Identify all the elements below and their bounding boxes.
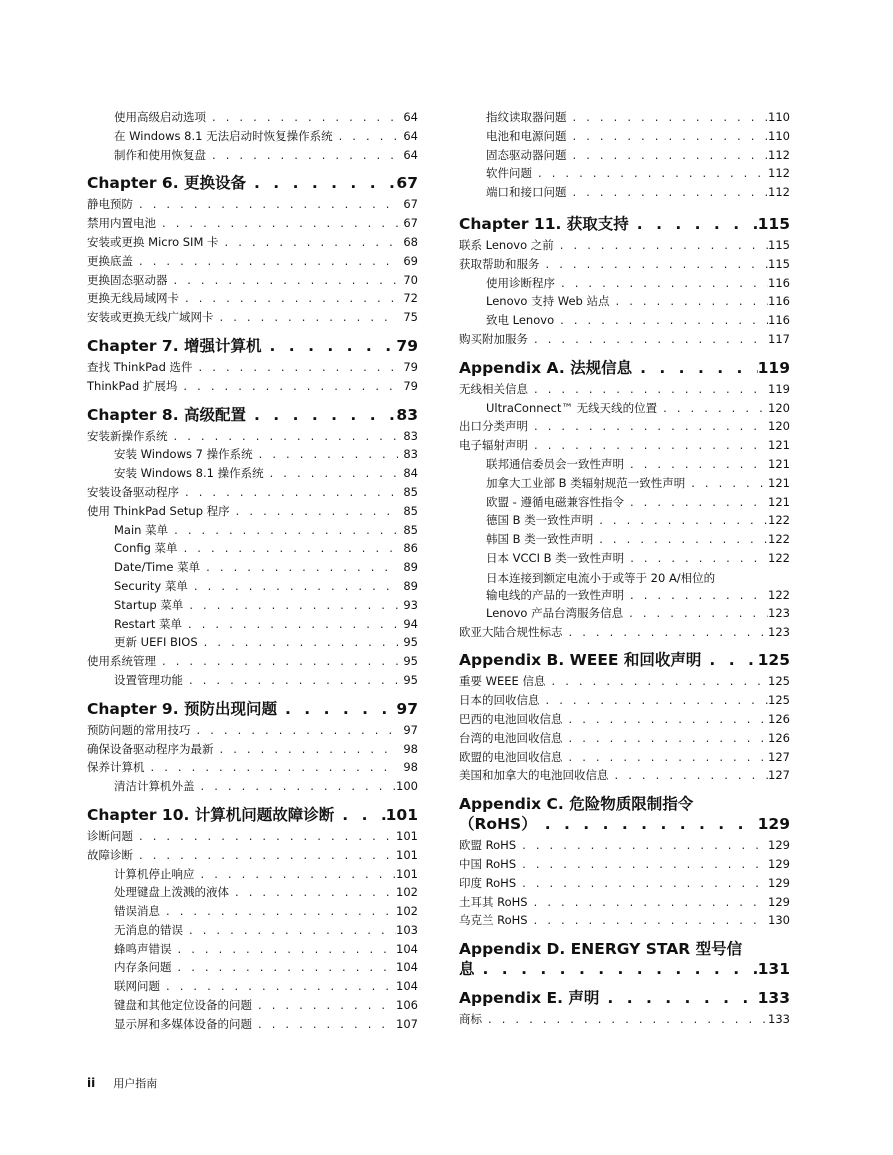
toc-entry[interactable] [459,766,790,785]
toc-entry-page: 119 [768,381,790,396]
toc-entry[interactable] [87,445,418,464]
toc-entry[interactable] [87,214,418,233]
toc-entry[interactable] [459,893,790,912]
toc-entry-page: 94 [403,616,418,631]
chapter-title: Chapter 11. 获取支持 [459,214,629,233]
toc-entry[interactable] [87,865,418,884]
toc-entry[interactable] [459,1010,790,1029]
toc-entry-page: 89 [403,560,418,575]
toc-entry[interactable] [459,855,790,874]
toc-entry-page: 101 [396,866,418,881]
chapter-page: 79 [396,336,418,355]
toc-entry[interactable] [87,902,418,921]
toc-entry-page: 100 [396,779,418,794]
toc-entry-title: Lenovo 支持 Web 站点 [486,294,610,309]
toc-entry-page: 102 [396,904,418,919]
toc-entry[interactable] [87,502,418,521]
toc-entry[interactable] [87,883,418,902]
toc-entry-title: 使用 ThinkPad Setup 程序 [87,503,230,518]
chapter-page: 119 [757,358,790,377]
toc-entry[interactable] [459,127,790,146]
chapter-page: 97 [396,699,418,718]
toc-entry-title: Lenovo 产品台湾服务信息 [486,605,624,620]
toc-entry-page: 120 [768,419,790,434]
toc-entry-title: 预防问题的常用技巧 [87,722,191,737]
toc-entry-title: 指纹读取器问题 [486,110,567,124]
toc-entry[interactable] [459,236,790,255]
toc-entry-title: 保养计算机 [87,760,145,775]
chapter-9-heading[interactable] [87,699,418,719]
toc-entry-page: 84 [403,466,418,481]
toc-entry-page: 115 [768,256,790,271]
toc-entry-page: 102 [396,885,418,900]
toc-entry-title: 欧亚大陆合规性标志 [459,624,563,639]
toc-entry-page: 107 [396,1016,418,1031]
chapter-page: 115 [757,214,790,233]
toc-entry[interactable] [87,483,418,502]
toc-entry-page: 106 [396,998,418,1013]
toc-entry[interactable] [459,274,790,293]
toc-entry-title: 使用诊断程序 [486,275,555,290]
toc-entry-title: 固态驱动器问题 [486,147,567,162]
toc-entry[interactable] [459,672,790,691]
toc-entry[interactable] [87,358,418,377]
toc-entry[interactable] [459,911,790,930]
toc-entry-title: 错误消息 [114,904,160,919]
appendix-a-heading[interactable] [459,358,790,378]
toc-entry-title: 加拿大工业部 B 类辐射规范一致性声明 [486,475,686,490]
toc-entry-title: 日本 VCCI B 类一致性声明 [486,550,625,565]
toc-entry[interactable] [459,710,790,729]
toc-entry[interactable] [87,827,418,846]
toc-entry-title: ThinkPad 扩展坞 [87,378,178,393]
toc-entry-title: 诊断问题 [87,828,133,843]
toc-entry-page: 85 [403,522,418,537]
toc-entry[interactable] [87,996,418,1015]
chapter-page: 131 [757,960,790,979]
toc-entry-page: 103 [396,922,418,937]
toc-entry-title: 安装 Windows 7 操作系统 [114,447,253,462]
toc-entry[interactable] [87,195,418,214]
toc-entry-title: 中国 RoHS [459,856,517,871]
toc-entry-page: 121 [768,475,790,490]
toc-entry-page: 112 [768,185,790,200]
toc-entry[interactable] [459,729,790,748]
toc-entry-page: 104 [396,979,418,994]
toc-entry-page: 116 [768,294,790,309]
toc-entry[interactable] [87,127,418,146]
toc-entry-page: 127 [768,768,790,783]
chapter-title: Appendix B. WEEE 和回收声明 [459,651,702,670]
toc-entry[interactable] [87,940,418,959]
toc-entry-title: Startup 菜单 [114,597,184,612]
toc-entry-title: 计算机停止响应 [114,866,195,881]
toc-entry-page: 117 [768,331,790,346]
toc-entry-page: 101 [396,847,418,862]
toc-entry[interactable] [87,846,418,865]
toc-entry[interactable] [87,721,418,740]
toc-entry[interactable] [459,183,790,202]
toc-entry-title: 巴西的电池回收信息 [459,711,563,726]
toc-entry-page: 122 [768,513,790,528]
chapter-11-heading[interactable] [459,214,790,234]
toc-entry-page: 67 [403,197,418,212]
toc-entry-page: 129 [768,838,790,853]
chapter-title: Appendix D. ENERGY STAR 型号信 [459,940,743,959]
toc-entry[interactable] [87,539,418,558]
chapter-7-heading[interactable] [87,336,418,356]
chapter-10-heading[interactable] [87,805,418,825]
toc-entry-title: 安装或更换无线广域网卡 [87,310,214,325]
toc-entry-title: 安装新操作系统 [87,428,168,443]
toc-entry[interactable] [87,108,418,127]
chapter-title-cont: （RoHS） [459,815,537,834]
toc-entry[interactable] [87,233,418,252]
toc-entry-page: 121 [768,438,790,453]
toc-entry-page: 120 [768,400,790,415]
page-footer [87,1075,157,1091]
toc-entry-title: 更换无线局域网卡 [87,291,179,306]
toc-entry-title: 确保设备驱动程序为最新 [87,741,214,756]
toc-entry-title: 更换固态驱动器 [87,272,168,287]
toc-entry-title: 蜂鸣声错误 [114,941,172,956]
toc-entry[interactable] [87,671,418,690]
toc-entry-page: 122 [768,550,790,565]
toc-entry-title: 乌克兰 RoHS [459,913,528,928]
toc-entry[interactable] [459,474,790,493]
toc-entry-title: 获取帮助和服务 [459,256,540,271]
toc-entry-page: 122 [768,532,790,547]
toc-entry[interactable] [87,521,418,540]
toc-entry-title: Main 菜单 [114,522,169,537]
toc-entry[interactable] [459,874,790,893]
toc-entry[interactable] [459,399,790,418]
toc-entry-title: 处理键盘上泼溅的液体 [114,885,229,900]
toc-entry-title: 端口和接口问题 [486,185,567,200]
toc-entry-page: 95 [403,635,418,650]
toc-entry[interactable] [459,417,790,436]
toc-entry[interactable] [87,740,418,759]
toc-entry-title: 禁用内置电池 [87,216,156,231]
toc-entry[interactable] [87,577,418,596]
toc-entry[interactable] [459,604,790,623]
toc-entry-page: 121 [768,494,790,509]
toc-entry-page: 129 [768,875,790,890]
toc-entry-page: 89 [403,578,418,593]
toc-entry-title: Security 菜单 [114,578,188,593]
toc-entry[interactable] [459,330,790,349]
toc-entry-page: 83 [403,428,418,443]
appendix-b-heading[interactable] [459,650,790,670]
toc-entry-title: 清洁计算机外盖 [114,779,195,794]
toc-entry-title: 设置管理功能 [114,672,183,687]
toc-entry-title: UltraConnect™ 无线天线的位置 [486,400,658,415]
toc-entry-title: 台湾的电池回收信息 [459,730,563,745]
toc-entry-page: 110 [768,128,790,143]
toc-entry-title: 内存条问题 [114,960,172,975]
toc-entry-title: Restart 菜单 [114,616,182,631]
toc-entry[interactable] [87,652,418,671]
toc-entry[interactable] [459,292,790,311]
toc-entry-title: 更换底盖 [87,253,133,268]
toc-entry-page: 95 [403,672,418,687]
toc-entry-page: 104 [396,960,418,975]
toc-entry-page: 83 [403,447,418,462]
toc-entry-page: 75 [403,310,418,325]
toc-entry-title: 欧盟的电池回收信息 [459,749,563,764]
chapter-title: Appendix E. 声明 [459,989,600,1008]
toc-entry[interactable] [87,777,418,796]
toc-entry[interactable] [459,455,790,474]
toc-entry[interactable] [459,530,790,549]
chapter-page: 133 [757,989,790,1008]
toc-entry-title: 日本的回收信息 [459,693,540,708]
toc-entry-title: Date/Time 菜单 [114,560,201,575]
toc-entry[interactable] [459,748,790,767]
toc-entry-page: 68 [403,234,418,249]
toc-entry-title: 更新 UEFI BIOS [114,635,198,650]
toc-entry[interactable] [459,623,790,642]
toc-entry-title: 查找 ThinkPad 选件 [87,359,193,374]
toc-entry-title: 软件问题 [486,166,532,181]
toc-entry-title: 使用系统管理 [87,654,156,669]
toc-entry-title: 欧盟 - 遵循电磁兼容性指令 [486,494,624,509]
toc-entry-title: 联邦通信委员会一致性声明 [486,456,624,471]
toc-entry-title: 无线相关信息 [459,381,528,396]
toc-entry-page: 97 [403,722,418,737]
toc-entry[interactable] [459,570,790,604]
chapter-8-heading[interactable] [87,405,418,425]
toc-entry-title: 安装或更换 Micro SIM 卡 [87,234,219,249]
appendix-c-heading[interactable] [459,794,790,834]
toc-entry-title: 无消息的错误 [114,922,183,937]
toc-entry-page: 127 [768,749,790,764]
toc-entry-title: 使用高级启动选项 [114,110,206,124]
page-number: ii [87,1076,96,1090]
appendix-e-heading[interactable] [459,988,790,1008]
toc-entry-page: 79 [403,378,418,393]
toc-entry[interactable] [87,977,418,996]
chapter-title: Chapter 8. 高级配置 [87,405,246,424]
toc-entry[interactable] [87,596,418,615]
chapter-page: 125 [757,651,790,670]
toc-entry-page: 126 [768,730,790,745]
toc-entry-page: 116 [768,275,790,290]
toc-entry[interactable] [87,758,418,777]
toc-entry-page: 116 [768,313,790,328]
toc-entry-title: 商标 [459,1012,482,1027]
toc-entry[interactable] [459,836,790,855]
toc-entry[interactable] [459,493,790,512]
toc-entry[interactable] [459,436,790,455]
toc-entry-page: 64 [403,110,418,124]
toc-entry-title: 土耳其 RoHS [459,894,528,909]
toc-entry-title: 购买附加服务 [459,331,528,346]
toc-entry-page: 115 [768,237,790,252]
toc-entry-page: 95 [403,654,418,669]
chapter-title: Chapter 9. 预防出现问题 [87,699,277,718]
toc-entry-title: 显示屏和多媒体设备的问题 [114,1016,252,1031]
toc-entry-title: 出口分类声明 [459,419,528,434]
toc-entry-page: 101 [396,828,418,843]
toc-entry-title: 静电预防 [87,197,133,212]
chapter-title: Appendix A. 法规信息 [459,358,633,377]
chapter-title: Chapter 6. 更换设备 [87,174,246,193]
toc-entry-page: 123 [768,624,790,639]
toc-entry-title: 美国和加拿大的电池回收信息 [459,768,609,783]
toc-entry[interactable] [87,464,418,483]
toc-entry-page: 86 [403,541,418,556]
toc-entry-title: 印度 RoHS [459,875,517,890]
toc-column-left [87,108,418,1034]
toc-entry-title-cont: 输电线的产品的一致性声明 [486,587,624,602]
toc-entry-title: Config 菜单 [114,541,178,556]
toc-entry-page: 67 [403,216,418,231]
appendix-d-heading[interactable] [459,939,790,979]
toc-entry[interactable] [87,377,418,396]
toc-entry-title: 韩国 B 类一致性声明 [486,532,594,547]
toc-entry-title: 制作和使用恢复盘 [114,147,206,162]
chapter-6-heading[interactable] [87,173,418,193]
toc-entry[interactable] [459,108,790,127]
toc-entry-page: 112 [768,147,790,162]
toc-entry-page: 85 [403,484,418,499]
toc-entry-title: 在 Windows 8.1 无法启动时恢复操作系统 [114,128,333,143]
toc-entry-title: 安装 Windows 8.1 操作系统 [114,466,264,481]
toc-entry-page: 98 [403,741,418,756]
toc-entry-page: 85 [403,503,418,518]
toc-entry[interactable] [459,549,790,568]
toc-entry-page: 126 [768,711,790,726]
toc-entry[interactable] [459,164,790,183]
toc-entry-page: 122 [768,587,790,602]
chapter-page: 101 [385,805,418,824]
toc-entry-page: 125 [768,674,790,689]
toc-entry[interactable] [87,1015,418,1034]
chapter-title: Appendix C. 危险物质限制指令 [459,795,694,814]
toc-entry[interactable] [459,255,790,274]
toc-entry[interactable] [87,921,418,940]
toc-entry[interactable] [87,615,418,634]
toc-entry-title: 重要 WEEE 信息 [459,674,546,689]
toc-entry-page: 123 [768,605,790,620]
toc-entry[interactable] [459,380,790,399]
chapter-title: Chapter 7. 增强计算机 [87,336,262,355]
toc-entry-page: 129 [768,856,790,871]
toc-entry[interactable] [87,558,418,577]
toc-entry-page: 79 [403,359,418,374]
toc-entry[interactable] [459,311,790,330]
toc-entry-title: 联系 Lenovo 之前 [459,237,554,252]
toc-entry-page: 125 [768,693,790,708]
toc-entry-page: 104 [396,941,418,956]
toc-entry-title: 故障诊断 [87,847,133,862]
toc-entry[interactable] [459,511,790,530]
toc-entry-page: 129 [768,894,790,909]
toc-entry[interactable] [87,633,418,652]
toc-entry[interactable] [87,289,418,308]
toc-entry[interactable] [87,271,418,290]
toc-entry-title: 安装设备驱动程序 [87,484,179,499]
toc-entry-page: 110 [768,110,790,124]
toc-entry[interactable] [87,958,418,977]
chapter-page: 67 [396,174,418,193]
chapter-page: 129 [757,815,790,834]
toc-entry-page: 64 [403,128,418,143]
toc-entry-title: 键盘和其他定位设备的问题 [114,998,252,1013]
toc-entry-title: 德国 B 类一致性声明 [486,513,594,528]
toc-entry-title: 致电 Lenovo [486,313,555,328]
chapter-title: Chapter 10. 计算机问题故障诊断 [87,805,335,824]
toc-entry[interactable] [459,691,790,710]
toc-entry-page: 133 [768,1012,790,1027]
toc-entry-page: 130 [768,913,790,928]
book-title: 用户指南 [113,1077,158,1090]
toc-entry-page: 121 [768,456,790,471]
toc-entry[interactable] [87,252,418,271]
toc-entry-page: 98 [403,760,418,775]
toc-entry[interactable] [87,308,418,327]
toc-entry-page: 72 [403,291,418,306]
toc-entry-page: 69 [403,253,418,268]
toc-entry-title: 电子辐射声明 [459,438,528,453]
toc-entry-page: 112 [768,166,790,181]
chapter-page: 83 [396,405,418,424]
toc-entry-page: 64 [403,147,418,162]
toc-entry[interactable] [87,427,418,446]
toc-entry-title: 电池和电源问题 [486,128,567,143]
toc-entry[interactable] [87,146,418,165]
toc-entry-page: 93 [403,597,418,612]
toc-entry-page: 70 [403,272,418,287]
toc-entry-title: 联网问题 [114,979,160,994]
toc-column-right [459,108,790,1029]
toc-entry-title: 日本连接到额定电流小于或等于 20 A/相位的 [486,570,716,585]
chapter-title-cont: 息 [459,960,475,979]
toc-entry[interactable] [459,146,790,165]
toc-entry-title: 欧盟 RoHS [459,838,517,853]
